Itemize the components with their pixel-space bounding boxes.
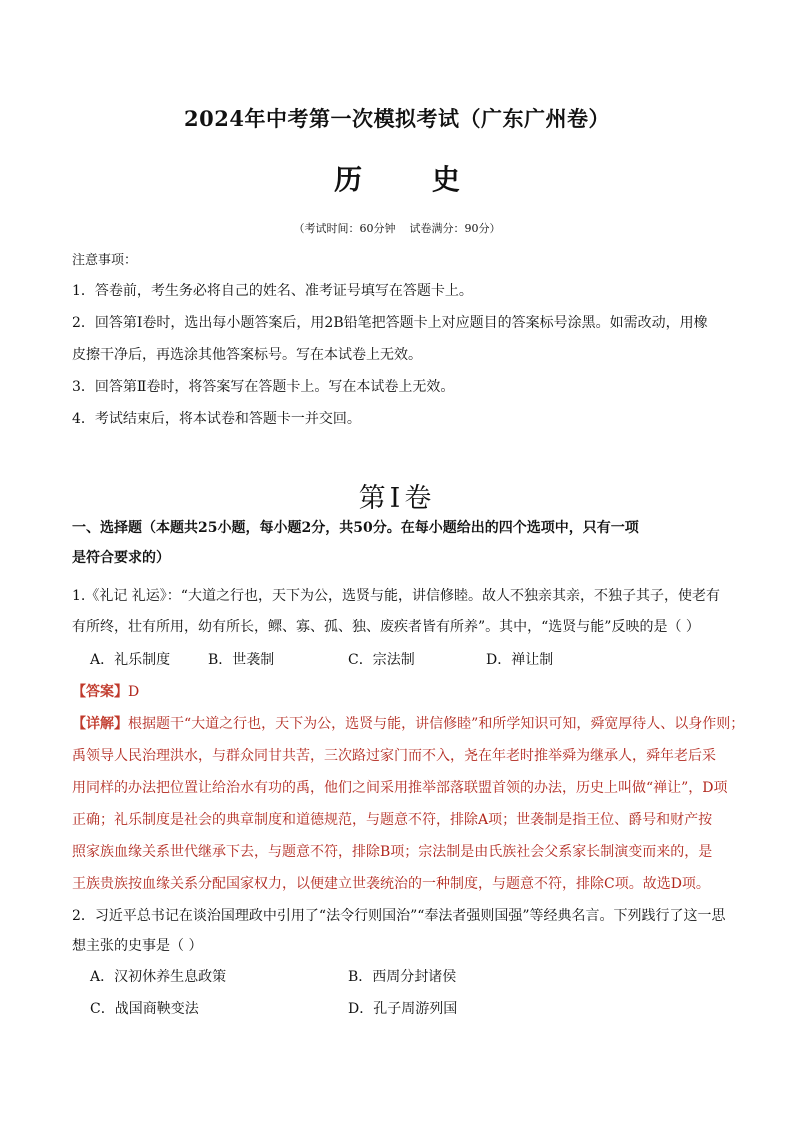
q2-stem-cont: 想主张的史事是（ ）: [72, 938, 203, 954]
note-item: 皮擦干净后，再选涂其他答案标号。写在本试卷上无效。: [72, 347, 422, 363]
note-item: 2．回答第Ⅰ卷时，选出每小题答案后，用2B铅笔把答题卡上对应题目的答案标号涂黑。如需改动，用橡: [72, 315, 708, 331]
volume-title: 第Ⅰ卷: [358, 483, 436, 514]
q1-answer: [72, 681, 139, 701]
section-heading: 一、选择题（本题共25小题，每小题2分，共50分。在每小题给出的四个选项中，只有一项: [72, 520, 639, 536]
exam-time: （考试时间：60分钟: [293, 222, 396, 235]
q1-detail-line: 用同样的办法把位置让给治水有功的禹，他们之间采用推举部落联盟首领的办法，历史上叫做“禅让”，D项: [72, 780, 728, 796]
note-item: 1．答卷前，考生务必将自己的姓名、准考证号填写在答题卡上。: [72, 283, 473, 299]
q2-option-c: C．战国商鞅变法: [90, 1001, 199, 1017]
q1-option-c: C．宗法制: [348, 652, 415, 668]
note-item: 4．考试结束后，将本试卷和答题卡一并交回。: [72, 411, 361, 427]
exam-score: 试卷满分：90分）: [409, 222, 501, 235]
q1-option-a: A．礼乐制度: [90, 652, 171, 668]
q1-detail-line: 禹领导人民治理洪水，与群众同甘共苦，三次路过家门而不入，尧在年老时推举舜为继承人，舜年老后采: [72, 748, 716, 764]
note-item: 3．回答第Ⅱ卷时，将答案写在答题卡上。写在本试卷上无效。: [72, 379, 455, 395]
detail-text: 根据题干“大道之行也，天下为公，选贤与能，讲信修睦”和所学知识可知，舜宽厚待人、以身作则；: [128, 716, 745, 732]
exam-title: 2024年中考第一次模拟考试（广东广州卷）: [184, 106, 610, 131]
notes-title: 注意事项：: [72, 253, 138, 268]
answer-tag: 【答案】: [72, 684, 128, 700]
q2-stem: 2．习近平总书记在谈治国理政中引用了“法令行则国治”“奉法者强则国强”等经典名言。下列践行了这一思: [72, 908, 726, 924]
answer-value: D: [128, 684, 140, 700]
q1-stem: 1.《礼记 礼运》：“大道之行也，天下为公，选贤与能，讲信修睦。故人不独亲其亲，不独子其子，使老有: [72, 588, 720, 604]
q1-detail-line: 照家族血缘关系世代继承下去，与题意不符，排除B项；宗法制是由氏族社会父系家长制演变而来的，是: [72, 844, 713, 860]
exam-meta: [0, 220, 794, 236]
q1-detail-line: 王族贵族按血缘关系分配国家权力，以便建立世袭统治的一种制度，与题意不符，排除C项。故选D项。: [72, 876, 710, 892]
q1-detail: [72, 713, 744, 733]
detail-tag: 【详解】: [72, 716, 128, 732]
q1-option-b: B．世袭制: [208, 652, 275, 668]
q2-option-a: A．汉初休养生息政策: [90, 969, 227, 985]
section-heading-cont: 是符合要求的）: [72, 550, 170, 566]
q1-detail-line: 正确；礼乐制度是社会的典章制度和道德规范，与题意不符，排除A项；世袭制是指王位、爵号和财产按: [72, 812, 713, 828]
q2-option-b: B．西周分封诸侯: [348, 969, 457, 985]
q1-option-d: D．禅让制: [486, 652, 554, 668]
q2-option-d: D．孔子周游列国: [348, 1001, 458, 1017]
subject-title: 历 史: [334, 163, 490, 196]
q1-stem-cont: 有所终，壮有所用，幼有所长，鳏、寡、孤、独、废疾者皆有所养”。其中，“选贤与能”反映的是（ ）: [72, 619, 700, 635]
